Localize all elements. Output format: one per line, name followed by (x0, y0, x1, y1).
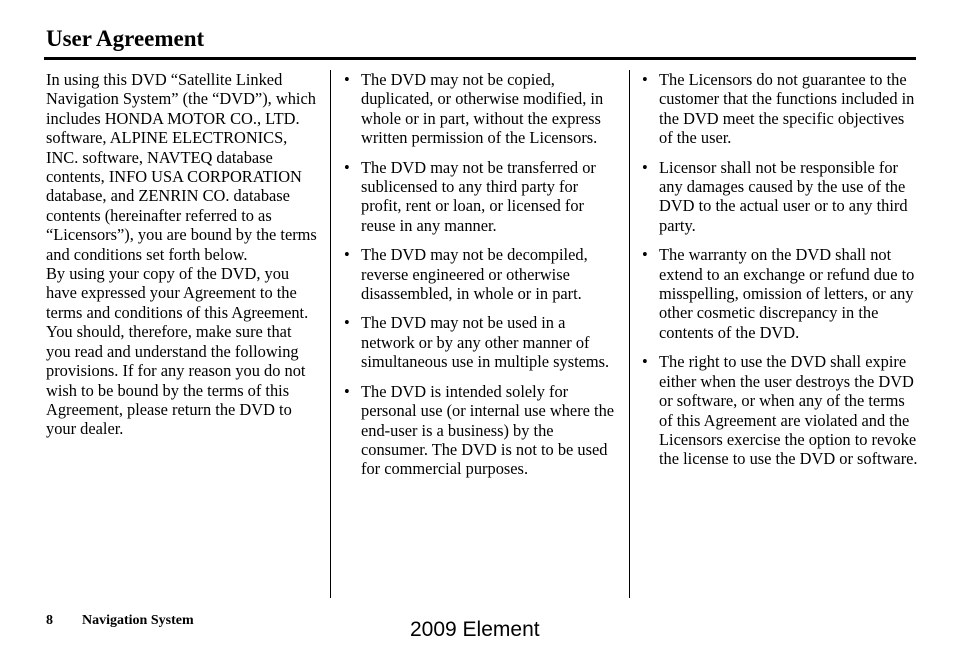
title-underline (44, 57, 916, 60)
list-item (641, 70, 919, 148)
list-item (641, 352, 919, 468)
list-item-text: The Licensors do not guarantee to the customer that the functions included in the DVD meet the specific objectives of the user. (659, 70, 915, 148)
list-item-text: The DVD may not be decompiled, reverse engineered or otherwise disassembled, in whole or in part. (361, 245, 588, 304)
bullet-icon: • (344, 313, 350, 333)
list-item (641, 158, 919, 236)
agreement-paragraph: By using your copy of the DVD, you have expressed your Agreement to the terms and conditions of this Agreement. You should, therefore, make sure that you read and understand the following provisions. If for any reason you do not wish to be bound by the terms of this Agreement, please return the DVD to your dealer. (46, 264, 309, 439)
bullet-icon: • (344, 157, 350, 177)
list-item (343, 245, 621, 303)
bullet-icon: • (344, 245, 350, 265)
list-item-text: The warranty on the DVD shall not extend to an exchange or refund due to misspelling, omission of letters, or any other cosmetic discrepancy in the contents of the DVD. (659, 245, 915, 342)
column-divider (629, 70, 630, 598)
bullet-icon: • (642, 70, 648, 89)
bullet-icon: • (642, 352, 648, 372)
page-title: User Agreement (46, 26, 205, 51)
list-item (641, 245, 919, 342)
list-item (343, 158, 621, 236)
list-item (343, 313, 621, 371)
bullet-icon: • (642, 245, 648, 265)
watermark-text: 2009 Element (410, 618, 540, 641)
list-item (343, 70, 621, 148)
intro-paragraph: In using this DVD “Satellite Linked Navigation System” (the “DVD”), which includes HONDA MOTOR CO., LTD. software, ALPINE ELECTRONICS, INC. software, NAVTEQ database contents, INFO USA CORPORATION database, and ZENRIN CO. database contents (hereinafter referred to as “Licensors”), you are bound by the terms and conditions set forth below. (46, 70, 317, 264)
column-intro (46, 70, 320, 439)
column-divider (330, 70, 331, 598)
terms-list-2 (641, 70, 919, 469)
terms-list-1 (343, 70, 621, 479)
bullet-icon: • (344, 381, 350, 401)
column-terms-1 (343, 70, 621, 489)
list-item-text: The DVD may not be transferred or sublicensed to any third party for profit, rent or loan, or licensed for reuse in any manner. (361, 157, 596, 235)
bullet-icon: • (344, 70, 350, 89)
footer-section-label: Navigation System (82, 613, 194, 628)
list-item-text: The DVD may not be copied, duplicated, or otherwise modified, in whole or in part, without the express written permission of the Licensors. (361, 70, 604, 148)
list-item-text: The DVD may not be used in a network or by any other manner of simultaneous use in multiple systems. (361, 313, 610, 372)
list-item-text: The right to use the DVD shall expire either when the user destroys the DVD or software, or when any of the terms of this Agreement are violated and the Licensors exercise the option to revoke the license to use the DVD or software. (659, 352, 918, 469)
list-item (343, 382, 621, 479)
page-number: 8 (46, 613, 53, 628)
list-item-text: The DVD is intended solely for personal use (or internal use where the end-user is a business) by the consumer. The DVD is not to be used for commercial purposes. (361, 381, 615, 479)
bullet-icon: • (642, 157, 648, 177)
list-item-text: Licensor shall not be responsible for any damages caused by the use of the DVD to the actual user or to any third party. (659, 157, 908, 235)
column-terms-2 (641, 70, 919, 479)
